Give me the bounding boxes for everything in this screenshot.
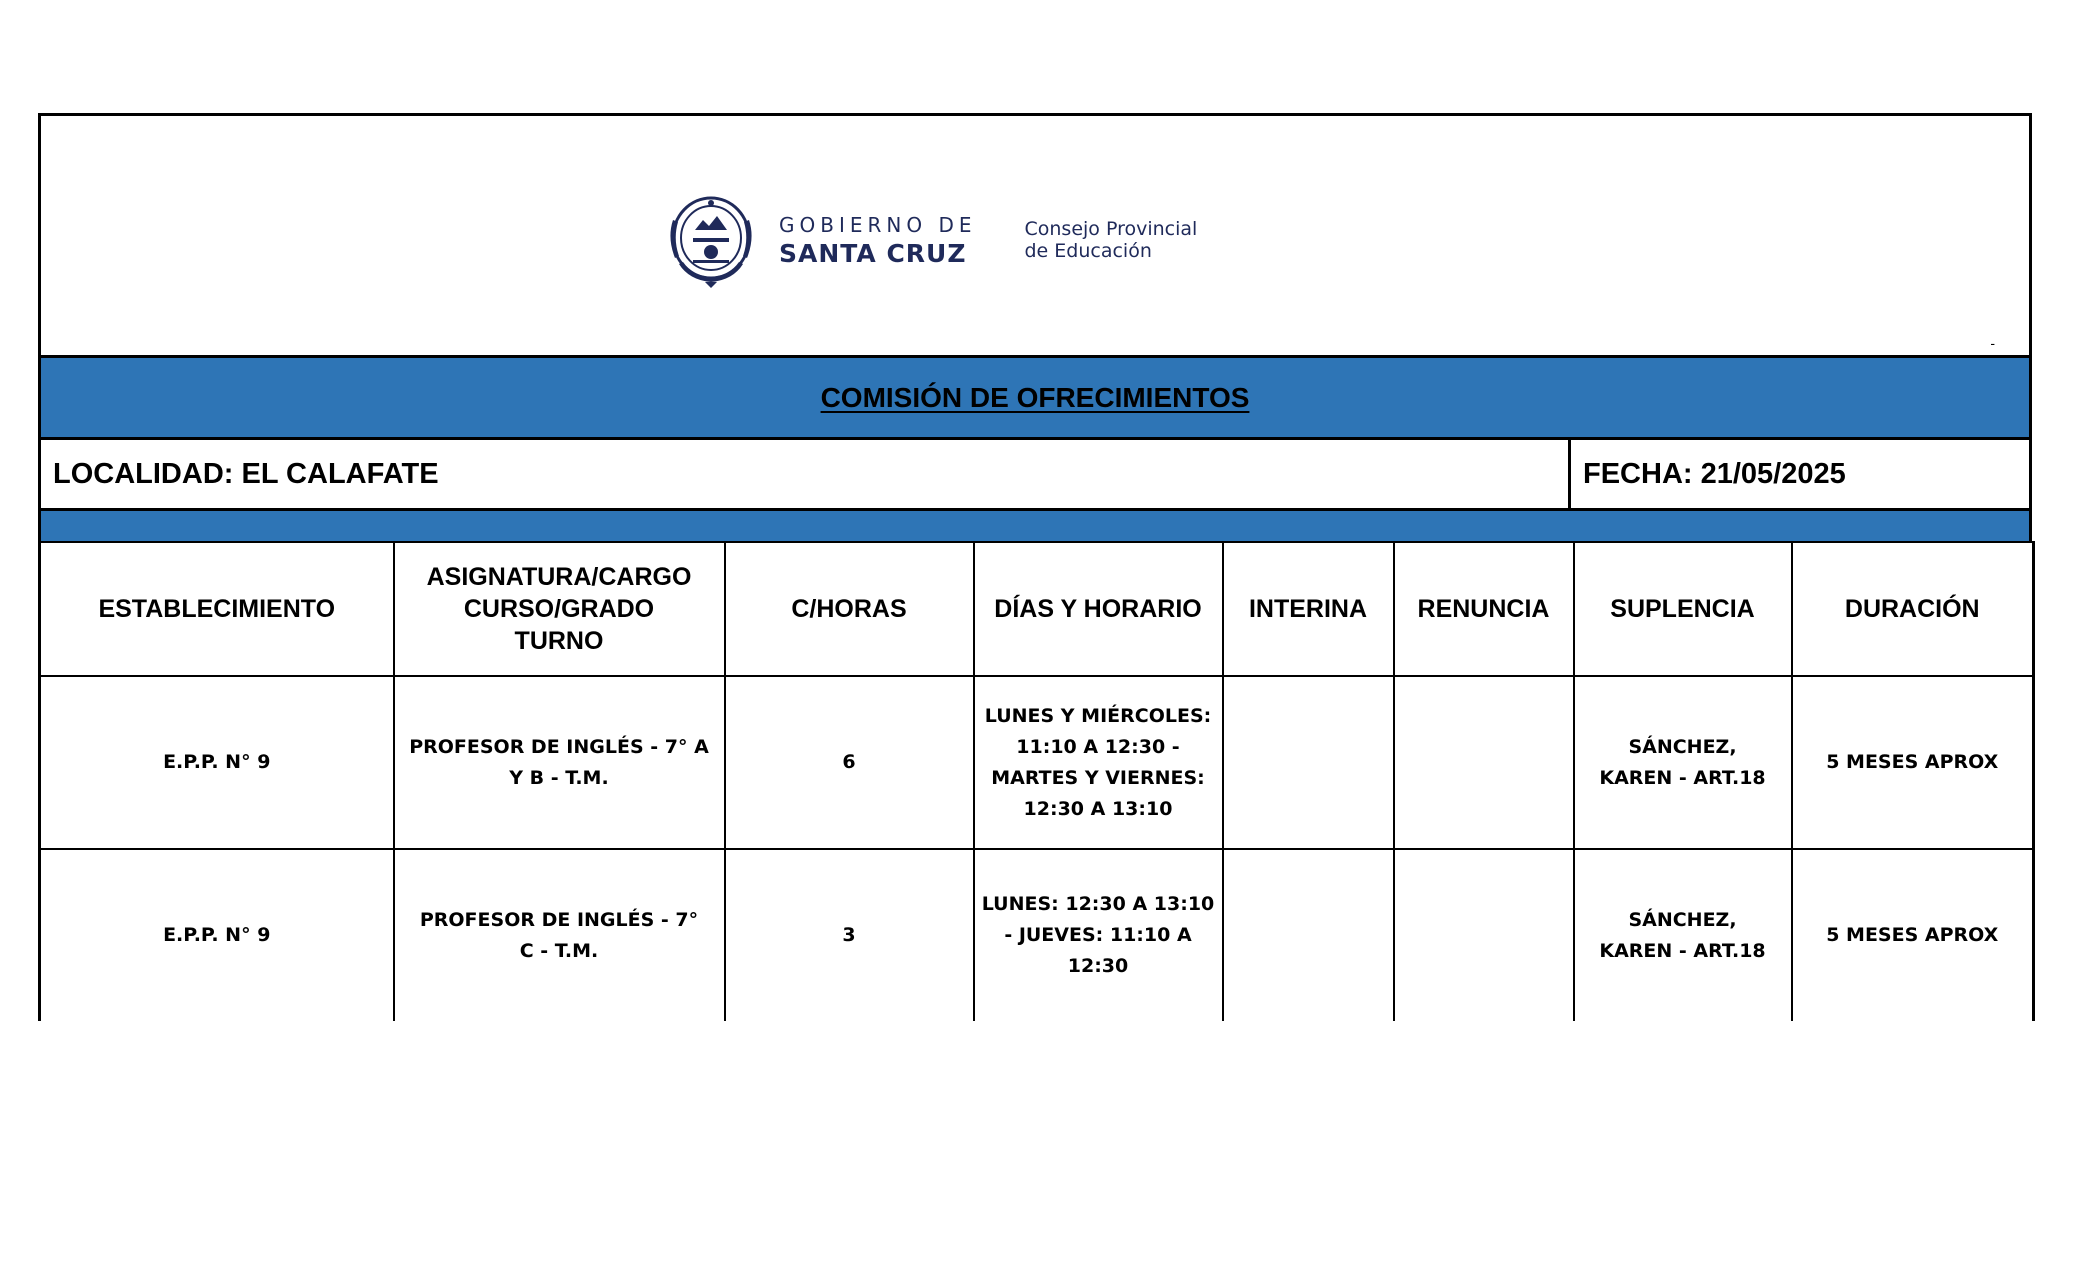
location-date-row bbox=[38, 437, 2032, 511]
cell-duracion: 5 MESES APROX bbox=[1792, 849, 2034, 1021]
fecha-label: FECHA: 21/05/2025 bbox=[1583, 457, 1846, 490]
cell-interina bbox=[1223, 849, 1394, 1021]
cell-horas: 3 bbox=[725, 849, 974, 1021]
cell-suplencia: SÁNCHEZ, KAREN - ART.18 bbox=[1574, 676, 1792, 849]
cell-duracion: 5 MESES APROX bbox=[1792, 676, 2034, 849]
title-band bbox=[38, 355, 2032, 437]
column-header-renuncia: RENUNCIA bbox=[1394, 542, 1574, 676]
localidad-label: LOCALIDAD: EL CALAFATE bbox=[41, 440, 1571, 508]
cell-interina bbox=[1223, 676, 1394, 849]
cell-asignatura: PROFESOR DE INGLÉS - 7° A Y B - T.M. bbox=[394, 676, 725, 849]
cell-horario: LUNES: 12:30 A 13:10 - JUEVES: 11:10 A 12:30 bbox=[974, 849, 1223, 1021]
table-row bbox=[40, 676, 2034, 849]
column-header-asignatura-text: ASIGNATURA/CARGO CURSO/GRADO TURNO bbox=[426, 563, 692, 655]
column-header-interina: INTERINA bbox=[1223, 542, 1394, 676]
document-sheet bbox=[38, 113, 2032, 1021]
cell-renuncia bbox=[1394, 676, 1574, 849]
column-header-duracion: DURACIÓN bbox=[1792, 542, 2034, 676]
cell-horario: LUNES Y MIÉRCOLES: 11:10 A 12:30 - MARTES Y VIERNES: 12:30 A 13:10 bbox=[974, 676, 1223, 849]
cell-establecimiento: E.P.P. N° 9 bbox=[40, 676, 394, 849]
table-header-row bbox=[40, 542, 2034, 676]
column-header-establecimiento: ESTABLECIMIENTO bbox=[40, 542, 394, 676]
column-header-horario: DÍAS Y HORARIO bbox=[974, 542, 1223, 676]
column-header-asignatura bbox=[394, 542, 725, 676]
corner-mark: - bbox=[1990, 335, 1995, 351]
spacer-band bbox=[38, 511, 2032, 541]
provincial-seal-icon bbox=[665, 190, 757, 290]
table-row bbox=[40, 849, 2034, 1021]
cell-suplencia: SÁNCHEZ, KAREN - ART.18 bbox=[1574, 849, 1792, 1021]
cell-asignatura: PROFESOR DE INGLÉS - 7° C - T.M. bbox=[394, 849, 725, 1021]
government-logo bbox=[665, 190, 1197, 290]
consejo-line-1: Consejo Provincial bbox=[1024, 218, 1198, 240]
gobierno-bottom-text: SANTA CRUZ bbox=[779, 238, 967, 268]
gobierno-top-text: GOBIERNO DE bbox=[779, 212, 977, 237]
column-header-suplencia: SUPLENCIA bbox=[1574, 542, 1792, 676]
document-title: COMISIÓN DE OFRECIMIENTOS bbox=[820, 381, 1250, 413]
consejo-line-2: de Educación bbox=[1024, 240, 1152, 262]
column-header-horas: C/HORAS bbox=[725, 542, 974, 676]
letterhead bbox=[38, 113, 2032, 355]
cell-horas: 6 bbox=[725, 676, 974, 849]
cell-establecimiento: E.P.P. N° 9 bbox=[40, 849, 394, 1021]
offers-table bbox=[38, 541, 2035, 1021]
cell-renuncia bbox=[1394, 849, 1574, 1021]
